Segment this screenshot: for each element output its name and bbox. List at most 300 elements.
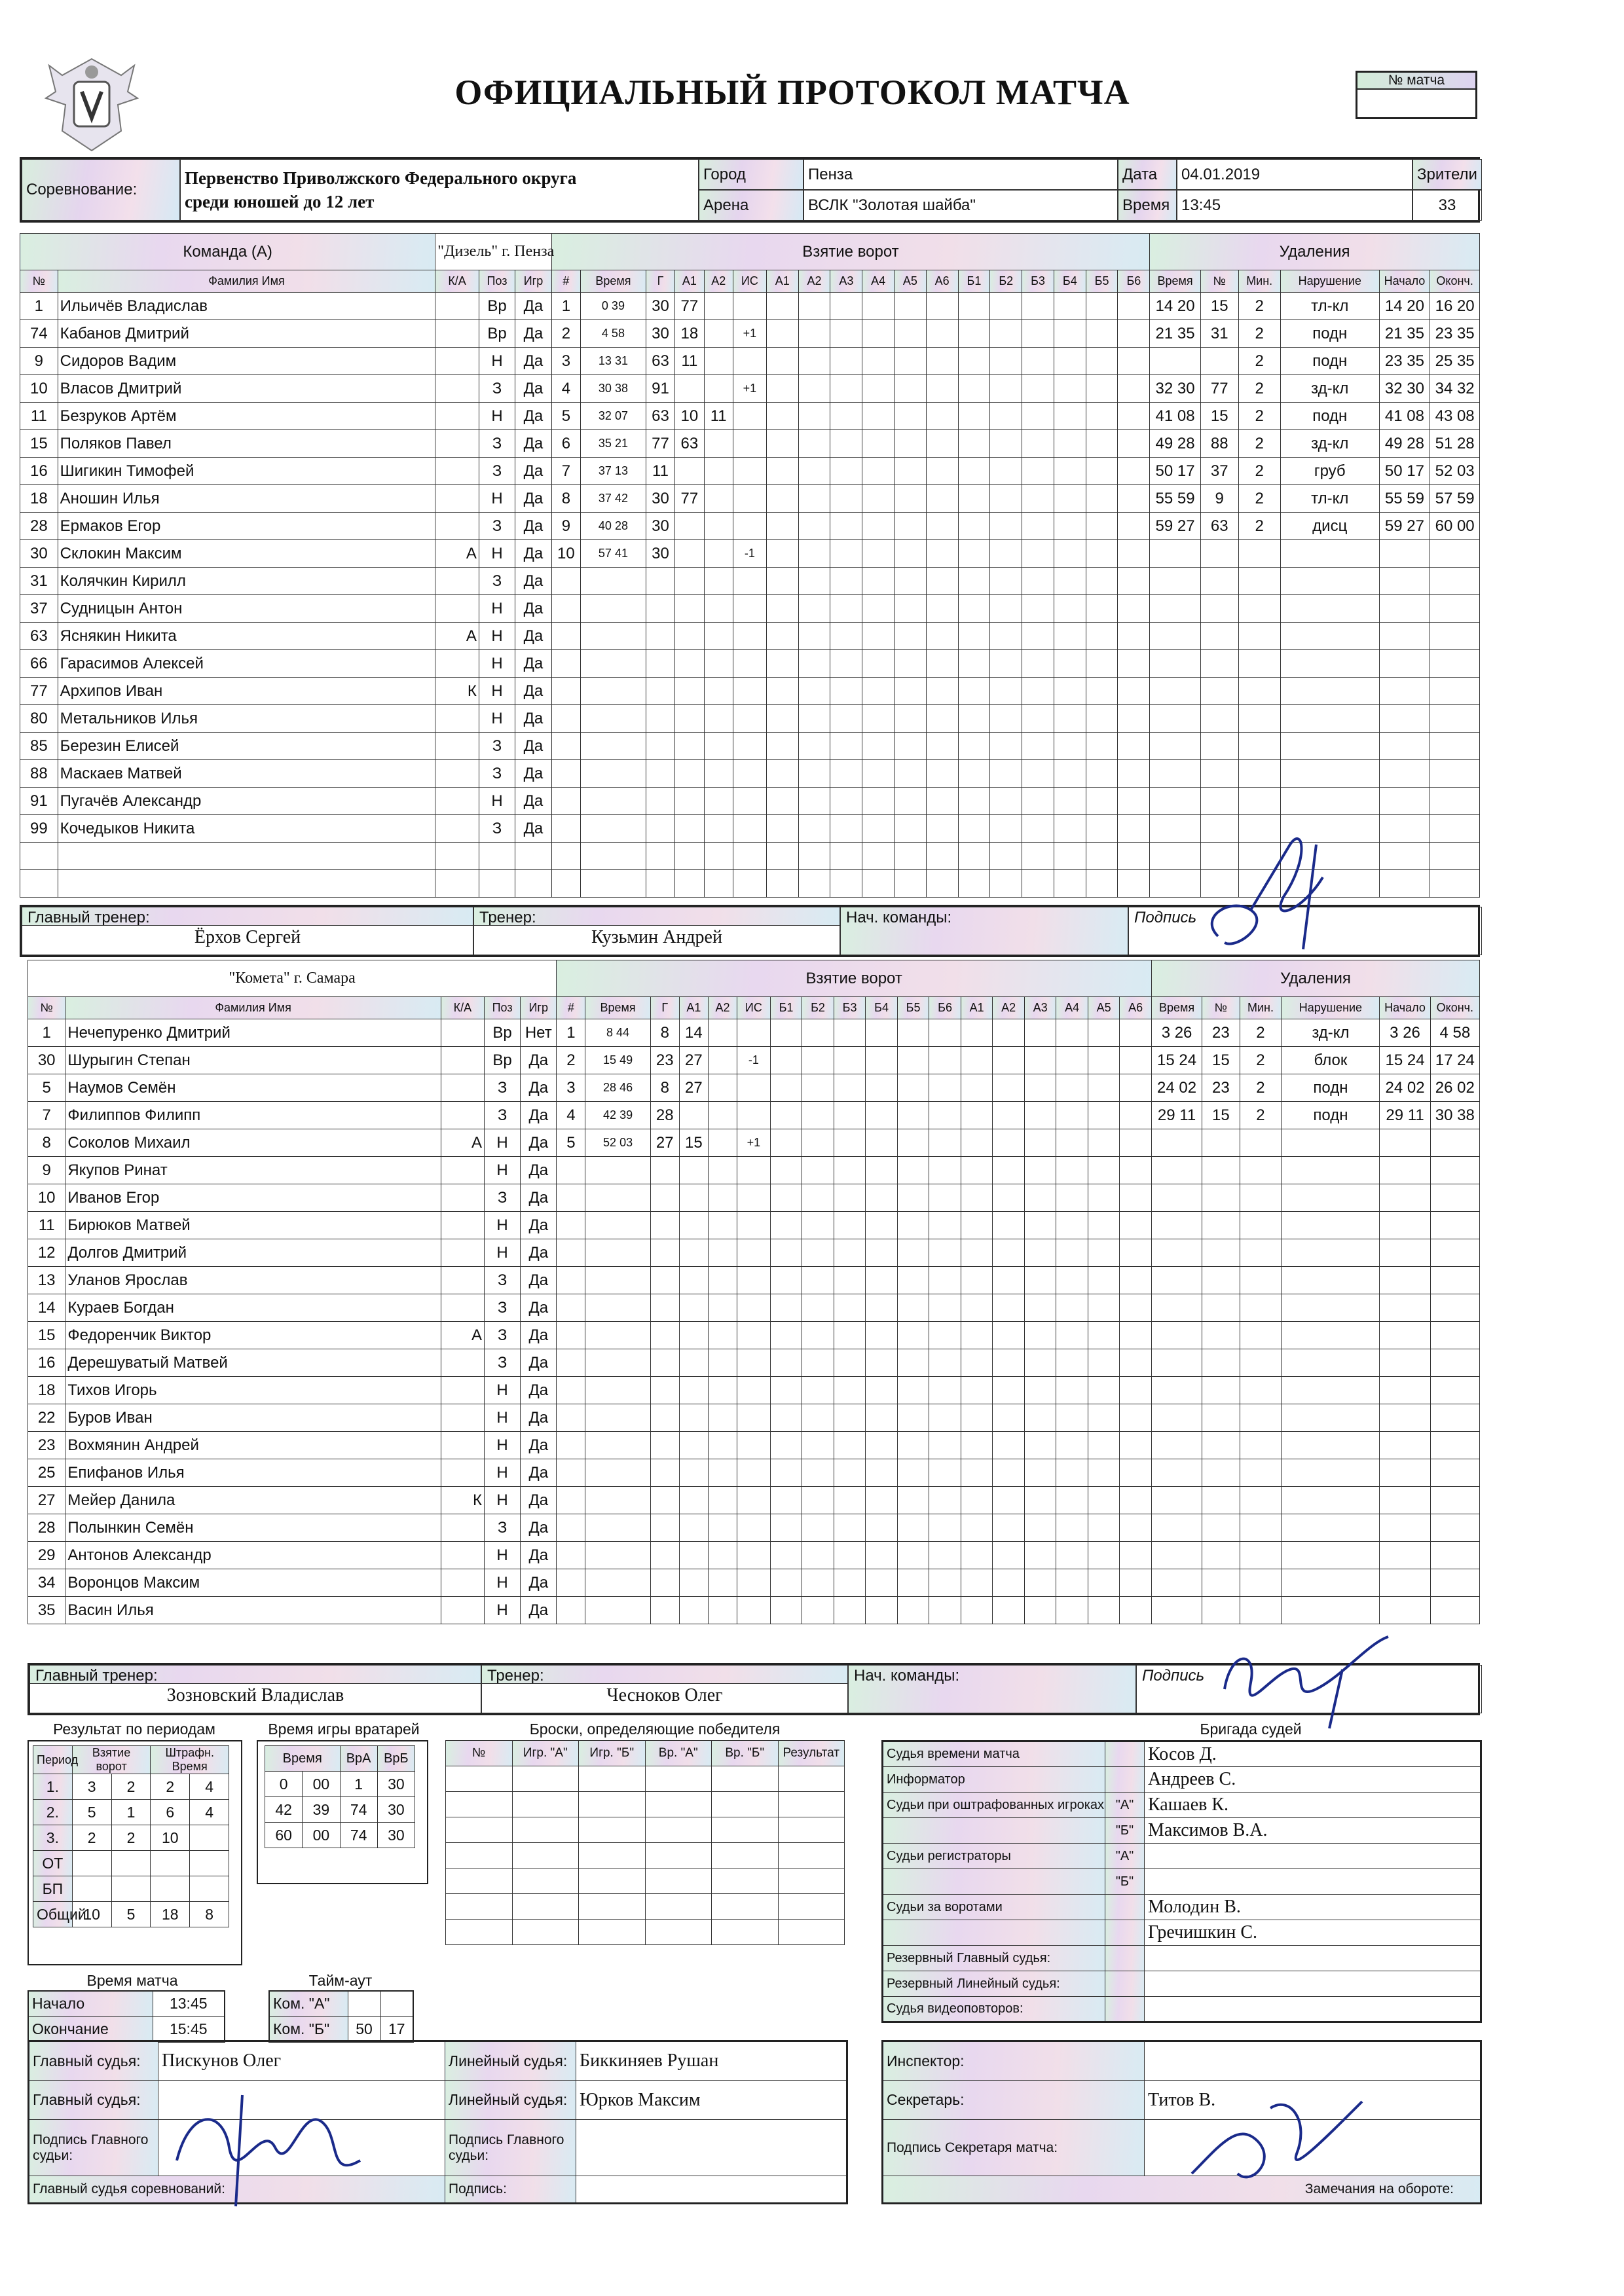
cell: [675, 788, 704, 815]
column-header: А1: [961, 997, 993, 1019]
penalty-cell: [1202, 1597, 1240, 1624]
cell: 77: [675, 485, 704, 513]
cell: [581, 843, 646, 870]
cell: [708, 1569, 737, 1597]
penalty-cell: 29 11: [1151, 1102, 1202, 1129]
cell: [993, 1377, 1025, 1404]
shootout-cell[interactable]: [645, 1843, 712, 1868]
shootout-cell[interactable]: [512, 1792, 579, 1817]
cell: Филиппов Филипп: [65, 1102, 441, 1129]
cell: [958, 375, 990, 403]
shootout-cell[interactable]: [645, 1894, 712, 1920]
cell: Н: [479, 348, 515, 375]
competition-chief-label: Главный судья соревнований:: [29, 2176, 445, 2204]
penalty-cell: тл-кл: [1280, 485, 1379, 513]
cell: 27: [679, 1047, 708, 1074]
penalty-cell: [1202, 1267, 1240, 1294]
shootout-cell[interactable]: [446, 1894, 513, 1920]
penalty-cell: 16 20: [1430, 293, 1480, 320]
penalty-cell: 2: [1238, 293, 1280, 320]
cell: [834, 1377, 866, 1404]
cell: [708, 1129, 737, 1157]
cell: [961, 1019, 993, 1047]
cell: [1054, 540, 1086, 568]
cell: 16: [28, 1349, 65, 1377]
column-header: А4: [862, 270, 895, 293]
shootout-cell[interactable]: [579, 1817, 646, 1843]
cell: [1088, 1184, 1120, 1212]
cell: [551, 650, 580, 678]
cell: [679, 1102, 708, 1129]
cell: [993, 1569, 1025, 1597]
period-cell: [72, 1876, 111, 1902]
cell: [895, 733, 927, 760]
match-end-value: 15:45: [153, 2016, 225, 2042]
shootout-cell[interactable]: [778, 1766, 845, 1792]
cell: [862, 513, 895, 540]
shootout-cell[interactable]: [645, 1920, 712, 1945]
cell: [862, 705, 895, 733]
referee-name: [1145, 1946, 1481, 1971]
cell: [866, 1322, 898, 1349]
team-a-sign-label: Подпись: [1128, 907, 1482, 955]
cell: Да: [515, 568, 551, 595]
penalty-cell: 15 24: [1151, 1047, 1202, 1074]
referee-role: Резервный Линейный судья:: [883, 1971, 1105, 1997]
cell: [798, 623, 830, 650]
player-row: [20, 320, 1480, 348]
shootout-cell[interactable]: [512, 1843, 579, 1868]
cell: [766, 623, 798, 650]
goalies-table: [265, 1745, 415, 1848]
cell: [679, 1184, 708, 1212]
cell: [704, 430, 733, 458]
cell: [1086, 678, 1118, 705]
cell: [1120, 1322, 1152, 1349]
player-row: [20, 650, 1480, 678]
cell: Судницын Антон: [58, 595, 435, 623]
cell: [1086, 870, 1118, 898]
cell: 42 39: [585, 1102, 650, 1129]
cell: [961, 1129, 993, 1157]
column-header: А2: [704, 270, 733, 293]
cell: [929, 1184, 961, 1212]
cell: [441, 1542, 484, 1569]
referee-name: [1145, 1997, 1481, 2022]
shootout-cell[interactable]: [712, 1843, 779, 1868]
cell: [834, 1239, 866, 1267]
cell: [1024, 1487, 1056, 1514]
penalty-cell: 88: [1200, 430, 1238, 458]
cell: [929, 1514, 961, 1542]
cell: [926, 843, 958, 870]
cell: 7: [28, 1102, 65, 1129]
penalty-cell: 41 08: [1379, 403, 1430, 430]
cell: [1054, 733, 1086, 760]
cell: [993, 1157, 1025, 1184]
cell: [441, 1597, 484, 1624]
shootout-cell[interactable]: [512, 1868, 579, 1894]
team-b-table: [28, 960, 1480, 1624]
cell: [1088, 1569, 1120, 1597]
cell: [1086, 760, 1118, 788]
cell: А: [441, 1322, 484, 1349]
penalty-cell: 15: [1200, 403, 1238, 430]
timeout-b-sec: 17: [380, 2016, 413, 2042]
cell: [802, 1212, 834, 1239]
cell: [958, 485, 990, 513]
cell: [1056, 1019, 1088, 1047]
cell: [708, 1102, 737, 1129]
cell: Тихов Игорь: [65, 1377, 441, 1404]
shootout-cell[interactable]: [645, 1766, 712, 1792]
cell: [1086, 513, 1118, 540]
cell: [770, 1239, 802, 1267]
column-header: Начало: [1380, 997, 1430, 1019]
cell: [646, 650, 674, 678]
cell: [866, 1432, 898, 1459]
shootout-cell[interactable]: [446, 1792, 513, 1817]
cell: [1120, 1047, 1152, 1074]
cell: [866, 1212, 898, 1239]
cell: [926, 375, 958, 403]
penalty-cell: [1282, 1542, 1380, 1569]
cell: [766, 788, 798, 815]
cell: [1024, 1047, 1056, 1074]
cell: [1054, 595, 1086, 623]
cell: [766, 650, 798, 678]
shootout-cell[interactable]: [446, 1868, 513, 1894]
cell: Васин Илья: [65, 1597, 441, 1624]
cell: [802, 1102, 834, 1129]
penalty-cell: [1282, 1514, 1380, 1542]
cell: [766, 870, 798, 898]
cell: Соколов Михаил: [65, 1129, 441, 1157]
team-b-coach: Чесноков Олег: [481, 1683, 848, 1713]
penalty-cell: 3 26: [1151, 1019, 1202, 1047]
cell: [1088, 1239, 1120, 1267]
cell: Маскаев Матвей: [58, 760, 435, 788]
shootout-cell[interactable]: [446, 1843, 513, 1868]
shootout-row: [446, 1920, 845, 1945]
shootout-cell[interactable]: [446, 1766, 513, 1792]
shootout-cell[interactable]: [512, 1817, 579, 1843]
penalty-cell: [1379, 705, 1430, 733]
cell: [1120, 1377, 1152, 1404]
cell: [1088, 1129, 1120, 1157]
cell: [1086, 705, 1118, 733]
penalty-cell: [1151, 1514, 1202, 1542]
cell: [961, 1322, 993, 1349]
penalty-cell: [1280, 705, 1379, 733]
penalty-cell: [1151, 1432, 1202, 1459]
cell: Да: [521, 1294, 557, 1322]
shootout-cell[interactable]: [579, 1868, 646, 1894]
cell: [766, 513, 798, 540]
cell: [990, 458, 1022, 485]
player-row: [20, 568, 1480, 595]
penalty-cell: [1150, 733, 1201, 760]
shootout-cell[interactable]: [712, 1766, 779, 1792]
shootout-cell[interactable]: [579, 1920, 646, 1945]
cell: 37 42: [581, 485, 646, 513]
penalty-cell: 2: [1238, 403, 1280, 430]
shootout-cell[interactable]: [645, 1817, 712, 1843]
cell: [862, 403, 895, 430]
cell: [704, 540, 733, 568]
shootout-cell[interactable]: [512, 1894, 579, 1920]
cell: [1086, 430, 1118, 458]
shootout-cell[interactable]: [712, 1792, 779, 1817]
period-cell: 2: [111, 1825, 151, 1851]
cell: [834, 1322, 866, 1349]
penalty-cell: [1150, 788, 1201, 815]
cell: [897, 1294, 929, 1322]
shootout-cell[interactable]: [778, 1792, 845, 1817]
cell: [798, 678, 830, 705]
cell: [993, 1514, 1025, 1542]
penalty-cell: [1200, 540, 1238, 568]
cell: 15: [28, 1322, 65, 1349]
penalty-cell: 21 35: [1379, 320, 1430, 348]
timeout-b-min: 50: [348, 2016, 380, 2042]
player-row: [28, 1129, 1480, 1157]
cell: [1120, 1569, 1152, 1597]
shootout-cell[interactable]: [778, 1843, 845, 1868]
shootout-cell[interactable]: [778, 1894, 845, 1920]
cell: [679, 1432, 708, 1459]
chief-sign-label: Подпись Главного судьи:: [29, 2120, 158, 2176]
penalty-cell: [1240, 1239, 1282, 1267]
competition-sign-area[interactable]: [576, 2176, 847, 2204]
penalty-cell: 37: [1200, 458, 1238, 485]
cell: 8: [650, 1019, 679, 1047]
player-row: [20, 430, 1480, 458]
cell: [766, 568, 798, 595]
cell: [834, 1487, 866, 1514]
column-header: А2: [798, 270, 830, 293]
match-number-box[interactable]: [1356, 71, 1477, 119]
shootout-cell[interactable]: [778, 1920, 845, 1945]
cell: [737, 1349, 771, 1377]
player-row: [28, 1597, 1480, 1624]
shootout-cell[interactable]: [512, 1766, 579, 1792]
column-header: Игр: [521, 997, 557, 1019]
player-row: [20, 458, 1480, 485]
shootout-cell[interactable]: [712, 1868, 779, 1894]
cell: 0 39: [581, 293, 646, 320]
shootout-cell[interactable]: [712, 1817, 779, 1843]
cell: [895, 320, 927, 348]
cell: [1120, 1487, 1152, 1514]
cell: [1086, 540, 1118, 568]
cell: [802, 1267, 834, 1294]
cell: [1120, 1349, 1152, 1377]
cell: [926, 623, 958, 650]
player-row: [28, 1569, 1480, 1597]
cell: [1118, 320, 1150, 348]
chief-judge-label-1: Главный судья:: [29, 2041, 158, 2081]
cell: [958, 458, 990, 485]
penalty-cell: [1151, 1157, 1202, 1184]
cell: [993, 1459, 1025, 1487]
penalty-cell: [1282, 1597, 1380, 1624]
cell: [1086, 595, 1118, 623]
cell: [866, 1349, 898, 1377]
shootout-cell[interactable]: [645, 1792, 712, 1817]
referee-row: [883, 1997, 1481, 2022]
shootout-header: Вр. "Б": [712, 1741, 779, 1766]
cell: А: [435, 623, 479, 650]
cell: [862, 375, 895, 403]
cell: [557, 1322, 585, 1349]
cell: Да: [521, 1597, 557, 1624]
cell: [802, 1542, 834, 1569]
shootout-cell[interactable]: [645, 1868, 712, 1894]
cell: [770, 1487, 802, 1514]
cell: [704, 568, 733, 595]
penalty-cell: [1238, 540, 1280, 568]
referee-role: Информатор: [883, 1767, 1105, 1793]
cell: [737, 1432, 771, 1459]
cell: [802, 1404, 834, 1432]
penalty-cell: [1380, 1267, 1430, 1294]
cell: 29: [28, 1542, 65, 1569]
team-a-coach-label: Тренер:: [473, 907, 840, 925]
cell: [581, 678, 646, 705]
column-header: Нарушение: [1282, 997, 1380, 1019]
cell: [802, 1019, 834, 1047]
cell: Да: [521, 1459, 557, 1487]
cell: [990, 623, 1022, 650]
shootout-cell[interactable]: [778, 1868, 845, 1894]
cell: [708, 1267, 737, 1294]
cell: [1120, 1294, 1152, 1322]
cell: [862, 733, 895, 760]
cell: З: [485, 1514, 521, 1542]
penalty-cell: [1200, 623, 1238, 650]
cell: [895, 293, 927, 320]
penalty-cell: [1280, 788, 1379, 815]
penalty-cell: [1202, 1404, 1240, 1432]
cell: [862, 788, 895, 815]
cell: З: [485, 1102, 521, 1129]
cell: [733, 595, 766, 623]
cell: 18: [28, 1377, 65, 1404]
player-row: [28, 1212, 1480, 1239]
cell: [675, 760, 704, 788]
shootout-cell[interactable]: [512, 1920, 579, 1945]
inspector-label: Инспектор:: [883, 2041, 1145, 2081]
goals-title: Взятие ворот: [551, 234, 1150, 270]
cell: Н: [485, 1542, 521, 1569]
penalty-cell: [1150, 760, 1201, 788]
cell: [895, 595, 927, 623]
period-cell: БП: [33, 1876, 73, 1902]
cell: [1118, 403, 1150, 430]
penalty-cell: [1202, 1184, 1240, 1212]
column-header: Время: [585, 997, 650, 1019]
cell: [1120, 1212, 1152, 1239]
penalty-cell: [1151, 1239, 1202, 1267]
goalie-cell: 00: [303, 1772, 340, 1797]
cell: [1118, 870, 1150, 898]
cell: 63: [646, 348, 674, 375]
cell: [961, 1102, 993, 1129]
penalty-cell: зд-кл: [1280, 430, 1379, 458]
cell: [897, 1184, 929, 1212]
shootout-cell[interactable]: [579, 1792, 646, 1817]
cell: [581, 870, 646, 898]
linesman-sign-area[interactable]: [576, 2120, 847, 2176]
cell: Н: [479, 403, 515, 430]
shootout-cell[interactable]: [712, 1920, 779, 1945]
cell: [862, 843, 895, 870]
cell: Ильичёв Владислав: [58, 293, 435, 320]
linesman-2: Юрков Максим: [576, 2081, 847, 2120]
cell: [708, 1542, 737, 1569]
cell: [990, 595, 1022, 623]
cell: [1088, 1102, 1120, 1129]
cell: [1022, 540, 1054, 568]
shootout-cell[interactable]: [579, 1766, 646, 1792]
cell: [585, 1542, 650, 1569]
penalty-cell: [1200, 760, 1238, 788]
cell: [1022, 815, 1054, 843]
cell: [1118, 293, 1150, 320]
column-header: А6: [926, 270, 958, 293]
cell: [708, 1212, 737, 1239]
penalty-cell: [1282, 1459, 1380, 1487]
shootout-cell[interactable]: [778, 1817, 845, 1843]
cell: Да: [515, 485, 551, 513]
column-header: Б4: [1054, 270, 1086, 293]
shootout-cell[interactable]: [579, 1843, 646, 1868]
cell: [708, 1019, 737, 1047]
column-header: К/А: [435, 270, 479, 293]
cell: [1086, 348, 1118, 375]
cell: [1118, 705, 1150, 733]
cell: 30: [646, 540, 674, 568]
shootout-cell[interactable]: [579, 1894, 646, 1920]
cell: Да: [515, 623, 551, 650]
shootout-cell[interactable]: [712, 1894, 779, 1920]
player-row: [28, 1487, 1480, 1514]
shootout-cell[interactable]: [446, 1920, 513, 1945]
shootout-cell[interactable]: [446, 1817, 513, 1843]
penalty-cell: 15 24: [1380, 1047, 1430, 1074]
penalty-cell: [1380, 1212, 1430, 1239]
penalty-cell: 57 59: [1430, 485, 1480, 513]
cell: [650, 1487, 679, 1514]
penalty-cell: [1282, 1322, 1380, 1349]
cell: 4: [551, 375, 580, 403]
cell: [926, 705, 958, 733]
player-row: [20, 513, 1480, 540]
referee-side: "Б": [1105, 1818, 1145, 1844]
cell: [895, 540, 927, 568]
cell: [895, 815, 927, 843]
cell: 85: [20, 733, 58, 760]
chief-judge-1: Пискунов Олег: [158, 2041, 445, 2081]
player-row: [28, 1267, 1480, 1294]
cell: [675, 568, 704, 595]
cell: [1088, 1047, 1120, 1074]
penalty-cell: [1151, 1459, 1202, 1487]
cell: 8: [28, 1129, 65, 1157]
cell: Да: [521, 1157, 557, 1184]
period-cell: [72, 1851, 111, 1876]
